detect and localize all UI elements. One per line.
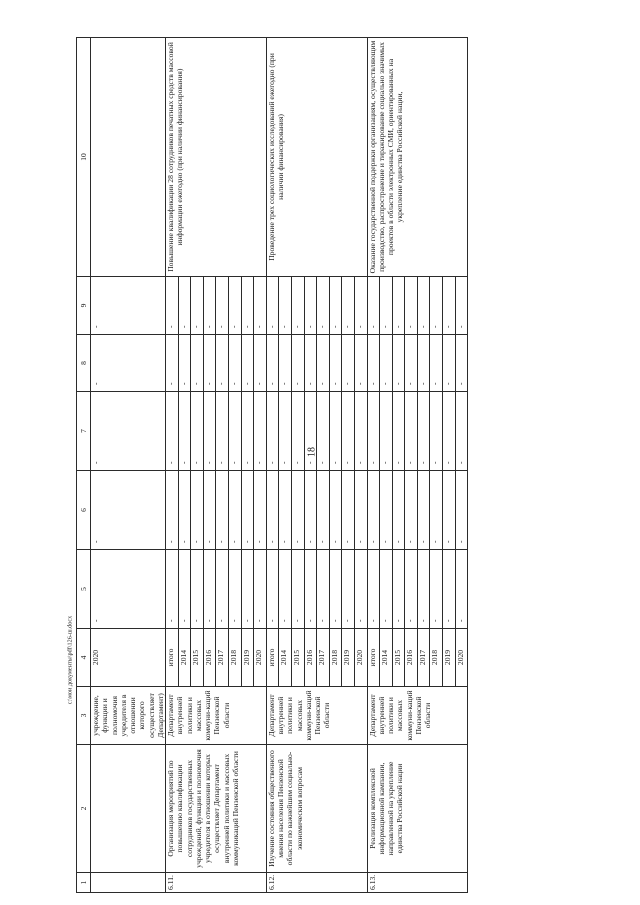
activity-value: - xyxy=(342,392,355,471)
activity-value: - xyxy=(166,277,179,335)
activity-value: - xyxy=(329,471,342,550)
activity-value: - xyxy=(266,335,279,392)
column-header: 4 xyxy=(77,629,91,687)
activity-value: - xyxy=(191,335,204,392)
activity-value: - xyxy=(443,392,456,471)
activity-year: 2017 xyxy=(417,629,430,687)
activity-value: - xyxy=(329,335,342,392)
activity-value: - xyxy=(405,335,418,392)
activity-value: - xyxy=(443,471,456,550)
activity-value: - xyxy=(279,550,292,629)
activity-value: - xyxy=(291,392,304,471)
activity-year: 2020 xyxy=(254,629,267,687)
activity-value: - xyxy=(304,335,317,392)
activity-value: - xyxy=(166,471,179,550)
activity-value: - xyxy=(367,550,380,629)
activity-year: 2015 xyxy=(291,629,304,687)
activity-value: - xyxy=(166,335,179,392)
activity-value: - xyxy=(455,277,468,335)
activity-number: 6.12. xyxy=(266,873,367,893)
activity-year: 2016 xyxy=(203,629,216,687)
activity-value: - xyxy=(191,550,204,629)
activity-value: - xyxy=(279,471,292,550)
activity-value: - xyxy=(430,277,443,335)
column-header: 10 xyxy=(77,38,91,277)
activity-value: - xyxy=(241,392,254,471)
activity-value: - xyxy=(178,335,191,392)
activity-value: - xyxy=(392,471,405,550)
activity-year: 2017 xyxy=(216,629,229,687)
activity-value: - xyxy=(317,550,330,629)
activity-value: - xyxy=(228,550,241,629)
activity-value: - xyxy=(430,471,443,550)
activity-value: - xyxy=(266,277,279,335)
activity-value: - xyxy=(329,277,342,335)
activity-value: - xyxy=(291,471,304,550)
column-header: 5 xyxy=(77,550,91,629)
activity-value: - xyxy=(455,335,468,392)
activity-year: итого xyxy=(166,629,179,687)
cell-value: - xyxy=(91,550,166,629)
activity-value: - xyxy=(228,471,241,550)
activity-value: - xyxy=(354,335,367,392)
activity-value: - xyxy=(254,392,267,471)
activity-value: - xyxy=(166,550,179,629)
activity-value: - xyxy=(405,471,418,550)
activity-value: - xyxy=(354,277,367,335)
cell-value: - xyxy=(91,392,166,471)
activity-value: - xyxy=(166,392,179,471)
activity-value: - xyxy=(367,277,380,335)
activity-value: - xyxy=(228,277,241,335)
activity-value: - xyxy=(329,392,342,471)
activity-year: 2016 xyxy=(405,629,418,687)
activity-value: - xyxy=(380,335,393,392)
activity-value: - xyxy=(266,392,279,471)
column-header: 6 xyxy=(77,471,91,550)
activity-value: - xyxy=(304,392,317,471)
activity-number: 6.11. xyxy=(166,873,267,893)
activity-value: - xyxy=(254,335,267,392)
activity-value: - xyxy=(354,471,367,550)
activity-value: - xyxy=(216,335,229,392)
activity-value: - xyxy=(279,335,292,392)
activity-value: - xyxy=(279,392,292,471)
column-header: 7 xyxy=(77,392,91,471)
activity-value: - xyxy=(216,392,229,471)
rotated-table-container xyxy=(76,38,593,893)
activity-value: - xyxy=(443,335,456,392)
activity-value: - xyxy=(203,335,216,392)
cell-executor: учреждение, функции и полномочия учредителя в отношении которого осуществляет Департамент) xyxy=(91,687,166,745)
activity-value: - xyxy=(367,471,380,550)
activity-value: - xyxy=(392,550,405,629)
activity-value: - xyxy=(241,471,254,550)
column-header: 1 xyxy=(77,873,91,893)
activity-value: - xyxy=(380,392,393,471)
column-header: 2 xyxy=(77,745,91,873)
activity-year: 2015 xyxy=(191,629,204,687)
activity-value: - xyxy=(342,335,355,392)
activity-name: Организация мероприятий по повышению квалификации сотрудников государственных учреждений, функции и полномочия учредителя в отношении которых осуществляет Департамент внутренней политики и массовых коммуникаций Пензенской области xyxy=(166,745,267,873)
activity-value: - xyxy=(178,277,191,335)
activity-value: - xyxy=(291,550,304,629)
activity-value: - xyxy=(191,392,204,471)
activity-value: - xyxy=(317,335,330,392)
activity-value: - xyxy=(254,277,267,335)
activity-value: - xyxy=(342,471,355,550)
activity-value: - xyxy=(329,550,342,629)
activity-year: итого xyxy=(367,629,380,687)
activity-year: 2016 xyxy=(304,629,317,687)
activity-value: - xyxy=(380,550,393,629)
activity-value: - xyxy=(266,471,279,550)
continuation-row xyxy=(91,38,166,893)
activity-value: - xyxy=(430,392,443,471)
activity-number: 6.13. xyxy=(367,873,468,893)
activity-year: 2017 xyxy=(317,629,330,687)
activity-year: 2014 xyxy=(279,629,292,687)
activity-year: 2014 xyxy=(178,629,191,687)
column-header: 8 xyxy=(77,335,91,392)
activity-year: 2019 xyxy=(443,629,456,687)
activity-value: - xyxy=(392,392,405,471)
activity-executor: Департамент внутренней политики и массовых коммуни-каций Пензенской области xyxy=(367,687,468,745)
activity-year: 2018 xyxy=(430,629,443,687)
activity-value: - xyxy=(178,471,191,550)
activity-value: - xyxy=(291,335,304,392)
activity-value: - xyxy=(392,277,405,335)
cell-value: - xyxy=(91,471,166,550)
activity-value: - xyxy=(455,471,468,550)
activity-value: - xyxy=(417,550,430,629)
activity-year: 2020 xyxy=(455,629,468,687)
activity-value: - xyxy=(405,277,418,335)
activity-value: - xyxy=(203,277,216,335)
activity-value: - xyxy=(342,550,355,629)
activity-value: - xyxy=(291,277,304,335)
activity-value: - xyxy=(405,550,418,629)
cell-value: - xyxy=(91,335,166,392)
activity-value: - xyxy=(304,471,317,550)
activity-value: - xyxy=(304,277,317,335)
activity-value: - xyxy=(417,471,430,550)
column-number-row xyxy=(77,38,91,893)
activity-value: - xyxy=(405,392,418,471)
activity-value: - xyxy=(203,471,216,550)
activity-value: - xyxy=(443,277,456,335)
activity-year: 2018 xyxy=(329,629,342,687)
activity-value: - xyxy=(354,550,367,629)
activity-year: 2014 xyxy=(380,629,393,687)
activity-value: - xyxy=(228,392,241,471)
activity-value: - xyxy=(216,550,229,629)
activity-value: - xyxy=(342,277,355,335)
activity-value: - xyxy=(216,471,229,550)
activity-value: - xyxy=(241,550,254,629)
activity-value: - xyxy=(203,392,216,471)
activity-value: - xyxy=(216,277,229,335)
activity-value: - xyxy=(178,392,191,471)
activity-value: - xyxy=(392,335,405,392)
activity-value: - xyxy=(417,277,430,335)
activity-value: - xyxy=(304,550,317,629)
activity-executor: Департамент внутренней политики и массовых коммуни-каций Пензенской области xyxy=(166,687,267,745)
activity-value: - xyxy=(317,277,330,335)
activity-result: Оказание государственной поддержки организациям, осуществляющим производство, распространение и тиражирование социально значимых проектов в области электронных СМИ, ориентированных на укрепление единства Российской нации, xyxy=(367,38,468,277)
activity-value: - xyxy=(317,471,330,550)
activity-result: Проведение трех социологических исследований ежегодно (при наличии финансирования) xyxy=(266,38,367,277)
cell-num xyxy=(91,873,166,893)
activity-value: - xyxy=(241,277,254,335)
activity-value: - xyxy=(254,550,267,629)
activity-value: - xyxy=(367,392,380,471)
activity-year: 2015 xyxy=(392,629,405,687)
activity-year: итого xyxy=(266,629,279,687)
activity-name: Реализация комплексной информационной кампании, направленной на укрепление единства Российской нации xyxy=(367,745,468,873)
activity-value: - xyxy=(266,550,279,629)
column-header: 9 xyxy=(77,277,91,335)
activity-value: - xyxy=(430,550,443,629)
activity-value: - xyxy=(455,392,468,471)
cell-result xyxy=(91,38,166,277)
activity-value: - xyxy=(178,550,191,629)
activity-result: Повышение квалификации 28 сотрудников печатных средств массовой информации ежегодно (при наличии финансирования) xyxy=(166,38,267,277)
cell-year: 2020 xyxy=(91,629,166,687)
column-header: 3 xyxy=(77,687,91,745)
activity-year-row xyxy=(166,38,179,893)
activity-name: Изучение состояния общественного мнения населения Пензенской области по важнейшим социально-экономическим вопросам xyxy=(266,745,367,873)
activity-value: - xyxy=(417,392,430,471)
activity-value: - xyxy=(241,335,254,392)
activity-value: - xyxy=(279,277,292,335)
activity-value: - xyxy=(380,471,393,550)
activity-value: - xyxy=(367,335,380,392)
cell-name xyxy=(91,745,166,873)
program-activities-table xyxy=(76,37,468,893)
activity-value: - xyxy=(380,277,393,335)
activity-value: - xyxy=(417,335,430,392)
activity-value: - xyxy=(443,550,456,629)
activity-value: - xyxy=(228,335,241,392)
activity-year-row xyxy=(367,38,380,893)
activity-year-row xyxy=(266,38,279,893)
activity-value: - xyxy=(354,392,367,471)
activity-value: - xyxy=(191,471,204,550)
activity-year: 2019 xyxy=(241,629,254,687)
cell-value: - xyxy=(91,277,166,335)
activity-value: - xyxy=(203,550,216,629)
activity-year: 2018 xyxy=(228,629,241,687)
activity-value: - xyxy=(191,277,204,335)
activity-value: - xyxy=(317,392,330,471)
activity-value: - xyxy=(455,550,468,629)
activity-executor: Департамент внутренней политики и массовых коммуни-каций Пензенской области xyxy=(266,687,367,745)
activity-value: - xyxy=(254,471,267,550)
activity-year: 2020 xyxy=(354,629,367,687)
activity-year: 2019 xyxy=(342,629,355,687)
activity-value: - xyxy=(430,335,443,392)
